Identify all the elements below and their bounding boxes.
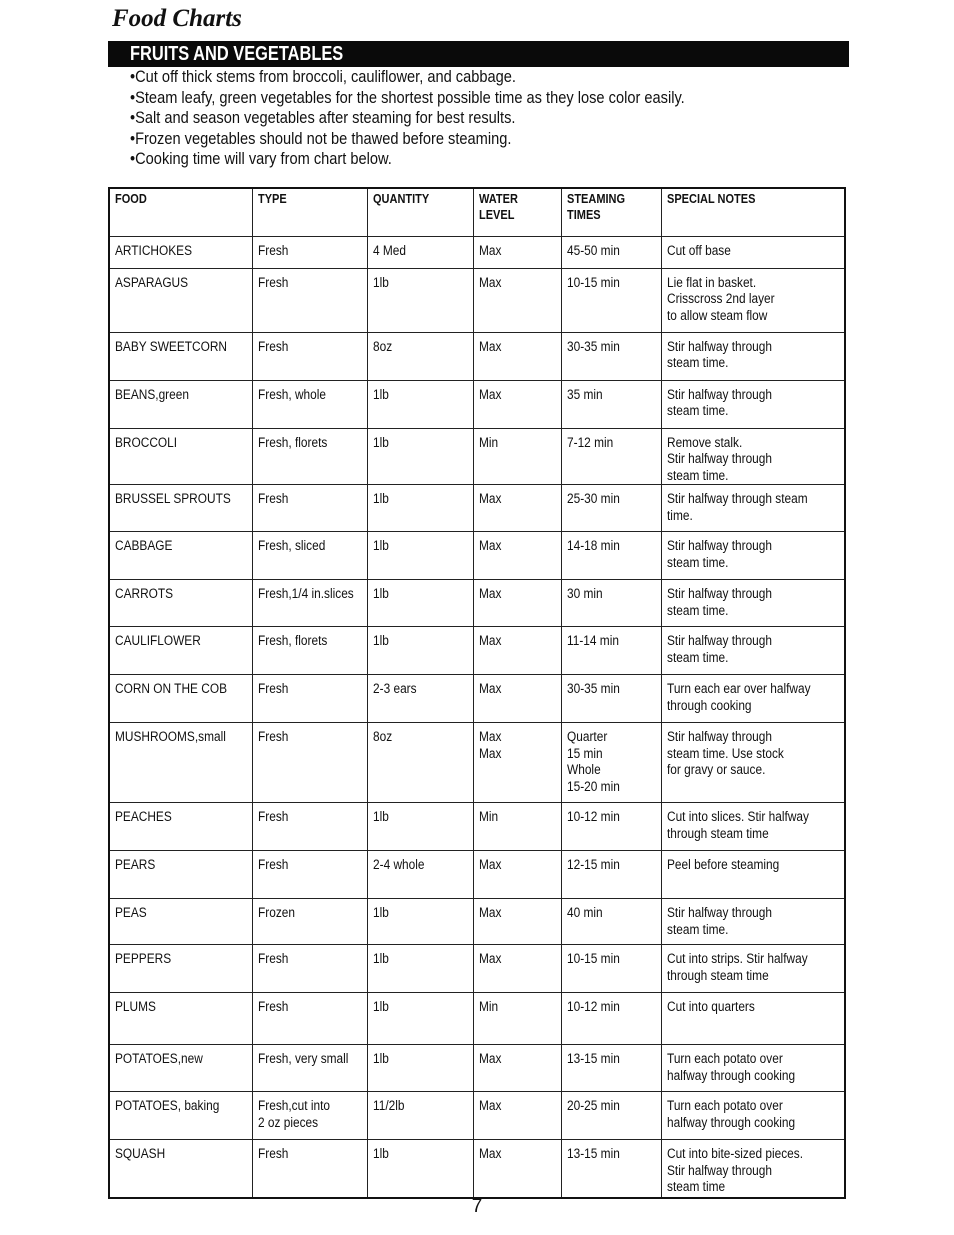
cell-special-notes: Turn each potato over halfway through cooking [661,1092,845,1140]
cell-steaming-time: 30 min [561,580,661,627]
cell-special-notes: Stir halfway through steam time. [661,485,845,532]
cell-steaming-time: 12-15 min [561,851,661,899]
cell-special-notes: Stir halfway through steam time. [661,899,845,945]
header-water-level: WATER LEVEL [474,188,561,236]
cell-special-notes: Stir halfway through steam time. [661,380,845,428]
cell-type: Fresh [252,851,367,899]
cell-quantity: 11/2lb [368,1092,474,1140]
cell-water-level: Max [474,532,561,580]
cell-quantity: 1lb [368,627,474,675]
table-row [109,268,845,332]
cell-water-level: Max [474,485,561,532]
cell-quantity: 1lb [368,1045,474,1092]
cell-special-notes: Stir halfway through steam time. [661,627,845,675]
cell-steaming-time: 30-35 min [561,332,661,380]
cell-food: PEAS [109,899,252,945]
header-food: FOOD [109,188,252,236]
cell-food: ASPARAGUS [109,268,252,332]
tip-item: • Cooking time will vary from chart below. [130,149,685,170]
cell-quantity: 1lb [368,268,474,332]
table-row [109,1045,845,1092]
table-row [109,675,845,723]
cell-steaming-time: Quarter 15 min Whole 15-20 min [561,723,661,803]
cell-water-level: Min [474,803,561,851]
cell-water-level: Min [474,993,561,1045]
cell-food: PEPPERS [109,945,252,993]
cell-type: Fresh [252,332,367,380]
page-title: Food Charts [112,5,242,32]
cell-food: SQUASH [109,1140,252,1198]
cell-special-notes: Cut into slices. Stir halfway through steam time [661,803,845,851]
cell-quantity: 1lb [368,945,474,993]
cell-quantity: 1lb [368,428,474,485]
cell-food: MUSHROOMS,small [109,723,252,803]
cell-special-notes: Cut into strips. Stir halfway through steam time [661,945,845,993]
cell-type: Fresh,1/4 in.slices [252,580,367,627]
cell-water-level: Max [474,380,561,428]
cell-steaming-time: 20-25 min [561,1092,661,1140]
cell-special-notes: Turn each potato over halfway through cooking [661,1045,845,1092]
table-row [109,803,845,851]
cell-food: CAULIFLOWER [109,627,252,675]
cell-special-notes: Cut into quarters [661,993,845,1045]
table-row [109,485,845,532]
steaming-chart-table [108,187,846,1199]
cell-type: Fresh [252,675,367,723]
cell-special-notes: Remove stalk. Stir halfway through steam time. [661,428,845,485]
cell-type: Fresh,cut into 2 oz pieces [252,1092,367,1140]
cell-water-level: Max [474,1092,561,1140]
cell-type: Fresh, florets [252,428,367,485]
cell-quantity: 2-4 whole [368,851,474,899]
cell-type: Fresh [252,993,367,1045]
cell-type: Frozen [252,899,367,945]
cell-special-notes: Cut off base [661,236,845,268]
cell-food: BROCCOLI [109,428,252,485]
cell-water-level: Max [474,268,561,332]
tip-item: • Cut off thick stems from broccoli, cauliflower, and cabbage. [130,67,685,88]
cell-quantity: 8oz [368,723,474,803]
table-header-row [109,188,845,236]
cell-water-level: Max [474,899,561,945]
cell-type: Fresh, whole [252,380,367,428]
cell-type: Fresh, sliced [252,532,367,580]
cell-type: Fresh [252,268,367,332]
cell-water-level: Max [474,945,561,993]
table-row [109,580,845,627]
table-row [109,627,845,675]
cell-water-level: Max [474,675,561,723]
tip-item: • Frozen vegetables should not be thawed before steaming. [130,129,685,150]
cell-food: POTATOES,new [109,1045,252,1092]
cell-water-level: Max Max [474,723,561,803]
header-special-notes: SPECIAL NOTES [661,188,845,236]
cell-quantity: 1lb [368,532,474,580]
cell-special-notes: Lie flat in basket. Crisscross 2nd layer to allow steam flow [661,268,845,332]
cell-water-level: Max [474,580,561,627]
table-row [109,236,845,268]
cell-type: Fresh [252,236,367,268]
cell-quantity: 1lb [368,580,474,627]
cell-quantity: 1lb [368,1140,474,1198]
cell-quantity: 2-3 ears [368,675,474,723]
cell-type: Fresh, florets [252,627,367,675]
table-row [109,428,845,485]
table-body [109,236,845,1198]
header-type: TYPE [252,188,367,236]
table-row [109,945,845,993]
cell-special-notes: Turn each ear over halfway through cooking [661,675,845,723]
tip-item: • Salt and season vegetables after steaming for best results. [130,108,685,129]
cell-quantity: 1lb [368,899,474,945]
cell-type: Fresh [252,803,367,851]
cell-food: PLUMS [109,993,252,1045]
cell-steaming-time: 10-12 min [561,993,661,1045]
cell-water-level: Max [474,1140,561,1198]
table-row [109,332,845,380]
cell-steaming-time: 10-12 min [561,803,661,851]
cell-steaming-time: 35 min [561,380,661,428]
table-row [109,1092,845,1140]
cell-food: CABBAGE [109,532,252,580]
cell-steaming-time: 45-50 min [561,236,661,268]
cell-food: PEACHES [109,803,252,851]
table-row [109,723,845,803]
tips-list [130,67,775,170]
cell-steaming-time: 10-15 min [561,268,661,332]
cell-steaming-time: 30-35 min [561,675,661,723]
cell-food: BRUSSEL SPROUTS [109,485,252,532]
cell-special-notes: Stir halfway through steam time. [661,332,845,380]
cell-food: CORN ON THE COB [109,675,252,723]
cell-food: ARTICHOKES [109,236,252,268]
cell-steaming-time: 10-15 min [561,945,661,993]
section-heading: FRUITS AND VEGETABLES [130,43,344,65]
table-row [109,380,845,428]
cell-type: Fresh, very small [252,1045,367,1092]
header-quantity: QUANTITY [368,188,474,236]
cell-steaming-time: 13-15 min [561,1140,661,1198]
cell-steaming-time: 11-14 min [561,627,661,675]
cell-water-level: Max [474,236,561,268]
cell-special-notes: Stir halfway through steam time. [661,580,845,627]
cell-water-level: Max [474,332,561,380]
cell-special-notes: Peel before steaming [661,851,845,899]
cell-water-level: Max [474,1045,561,1092]
cell-food: BEANS,green [109,380,252,428]
cell-quantity: 8oz [368,332,474,380]
cell-type: Fresh [252,945,367,993]
cell-steaming-time: 13-15 min [561,1045,661,1092]
cell-quantity: 4 Med [368,236,474,268]
cell-type: Fresh [252,1140,367,1198]
cell-food: CARROTS [109,580,252,627]
cell-type: Fresh [252,485,367,532]
table-row [109,899,845,945]
cell-steaming-time: 40 min [561,899,661,945]
cell-food: BABY SWEETCORN [109,332,252,380]
cell-steaming-time: 25-30 min [561,485,661,532]
table-row [109,851,845,899]
page-number: 7 [471,1196,483,1217]
table-row [109,993,845,1045]
cell-steaming-time: 14-18 min [561,532,661,580]
cell-quantity: 1lb [368,380,474,428]
tip-item: • Steam leafy, green vegetables for the shortest possible time as they lose color easily. [130,88,685,109]
cell-steaming-time: 7-12 min [561,428,661,485]
table-row [109,1140,845,1198]
cell-quantity: 1lb [368,993,474,1045]
cell-quantity: 1lb [368,803,474,851]
cell-food: POTATOES, baking [109,1092,252,1140]
section-heading-bar [108,41,849,67]
cell-special-notes: Stir halfway through steam time. [661,532,845,580]
cell-water-level: Max [474,627,561,675]
cell-water-level: Max [474,851,561,899]
cell-special-notes: Stir halfway through steam time. Use stock for gravy or sauce. [661,723,845,803]
cell-quantity: 1lb [368,485,474,532]
table-row [109,532,845,580]
cell-special-notes: Cut into bite-sized pieces. Stir halfway through steam time [661,1140,845,1198]
cell-food: PEARS [109,851,252,899]
header-steaming-times: STEAMING TIMES [561,188,661,236]
cell-water-level: Min [474,428,561,485]
cell-type: Fresh [252,723,367,803]
